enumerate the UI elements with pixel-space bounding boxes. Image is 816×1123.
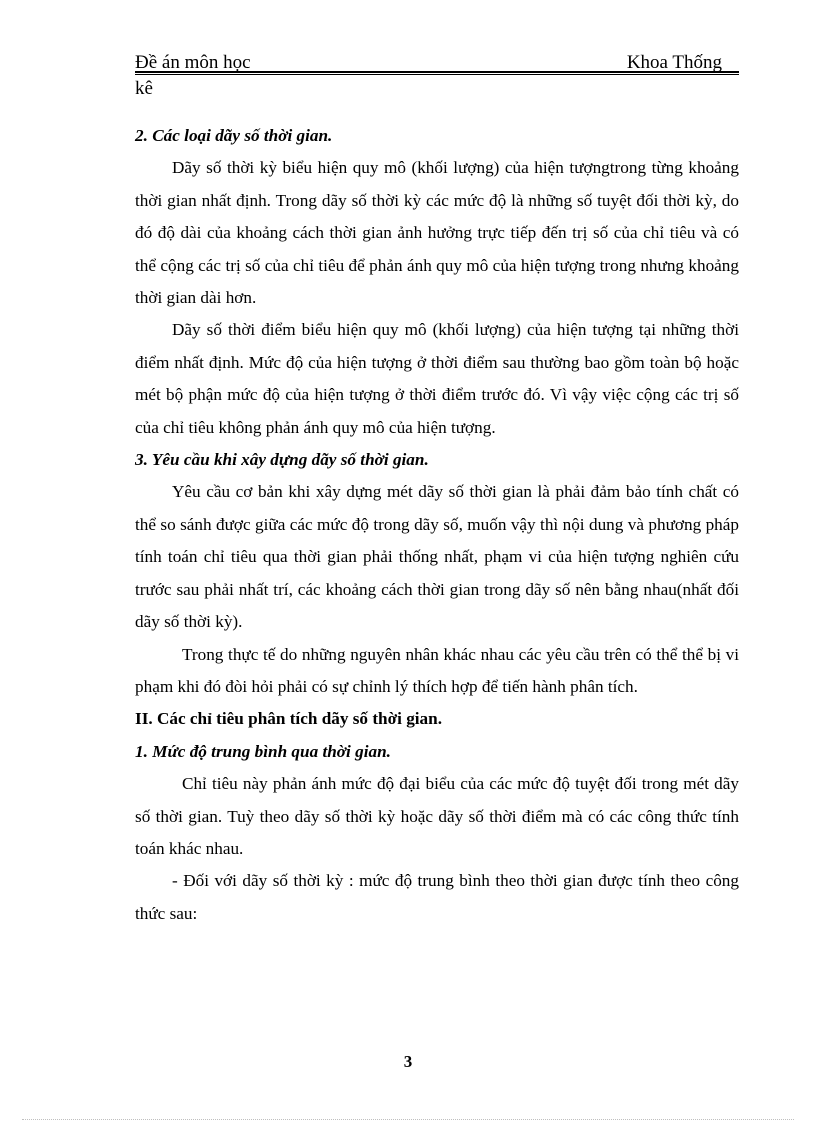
header-course-title: Đề án môn học <box>135 52 251 73</box>
section-1-heading: 1. Mức độ trung bình qua thời gian. <box>135 741 391 761</box>
section-2-paragraph-2: Dãy số thời điểm biểu hiện quy mô (khối lượng) của hiện tượng tại những thời điểm nhất định. Mức độ của hiện tượng ở thời điểm sau thường bao gồm toàn bộ hoặc mét bộ phận mức độ của hiện tượng ở thời điểm trước đó. Vì vậy việc cộng các trị số của chỉ tiêu không phản ánh quy mô của hiện tượng. <box>135 320 739 437</box>
header-faculty-continuation: kê <box>135 78 153 99</box>
section-1-bullet: - Đối với dãy số thời kỳ : mức độ trung bình theo thời gian được tính theo công thức sau: <box>135 871 739 923</box>
section-3-paragraph-1: Yêu cầu cơ bản khi xây dựng mét dãy số thời gian là phải đảm bảo tính chất có thể so sánh được giữa các mức độ trong dãy số, muốn vậy thì nội dung và phương pháp tính toán chỉ tiêu qua thời gian phải thống nhất, phạm vi của hiện tượng nghiên cứu trước sau phải nhất trí, các khoảng cách thời gian trong dãy số nên bằng nhau(nhất đối dãy số thời kỳ). <box>135 482 739 632</box>
header-rule-thin <box>135 74 739 75</box>
section-1-paragraph-1: Chỉ tiêu này phản ánh mức độ đại biểu của các mức độ tuyệt đối trong mét dãy số thời gian. Tuỳ theo dãy số thời kỳ hoặc dãy số thời điểm mà có các công thức tính toán khác nhau. <box>135 774 739 858</box>
page-number: 3 <box>403 1052 413 1071</box>
header-faculty: Khoa Thống <box>626 52 722 73</box>
header-rule <box>135 71 739 73</box>
part-ii-heading: II. Các chỉ tiêu phân tích dãy số thời gian. <box>135 709 443 729</box>
section-3-paragraph-2: Trong thực tế do những nguyên nhân khác nhau các yêu cầu trên có thể thể bị vi phạm khi đó đòi hỏi phải có sự chỉnh lý thích hợp để tiến hành phân tích. <box>135 644 739 696</box>
section-3-heading: 3. Yêu cầu khi xây dựng dãy số thời gian. <box>135 450 429 470</box>
section-2-paragraph-1: Dãy số thời kỳ biểu hiện quy mô (khối lượng) của hiện tượngtrong từng khoảng thời gian nhất định. Trong dãy số thời kỳ các mức độ là những số tuyệt đối thời kỳ, do đó độ dài của khoảng cách thời gian ảnh hưởng trực tiếp đến trị số của chỉ tiêu và có thể cộng các trị số của chỉ tiêu để phản ánh quy mô của hiện tượng trong nhưng khoảng thời gian dài hơn. <box>135 158 739 308</box>
page-body <box>135 120 739 930</box>
page-bottom-border <box>22 1119 794 1120</box>
section-2-heading: 2. Các loại dãy số thời gian. <box>135 126 333 145</box>
